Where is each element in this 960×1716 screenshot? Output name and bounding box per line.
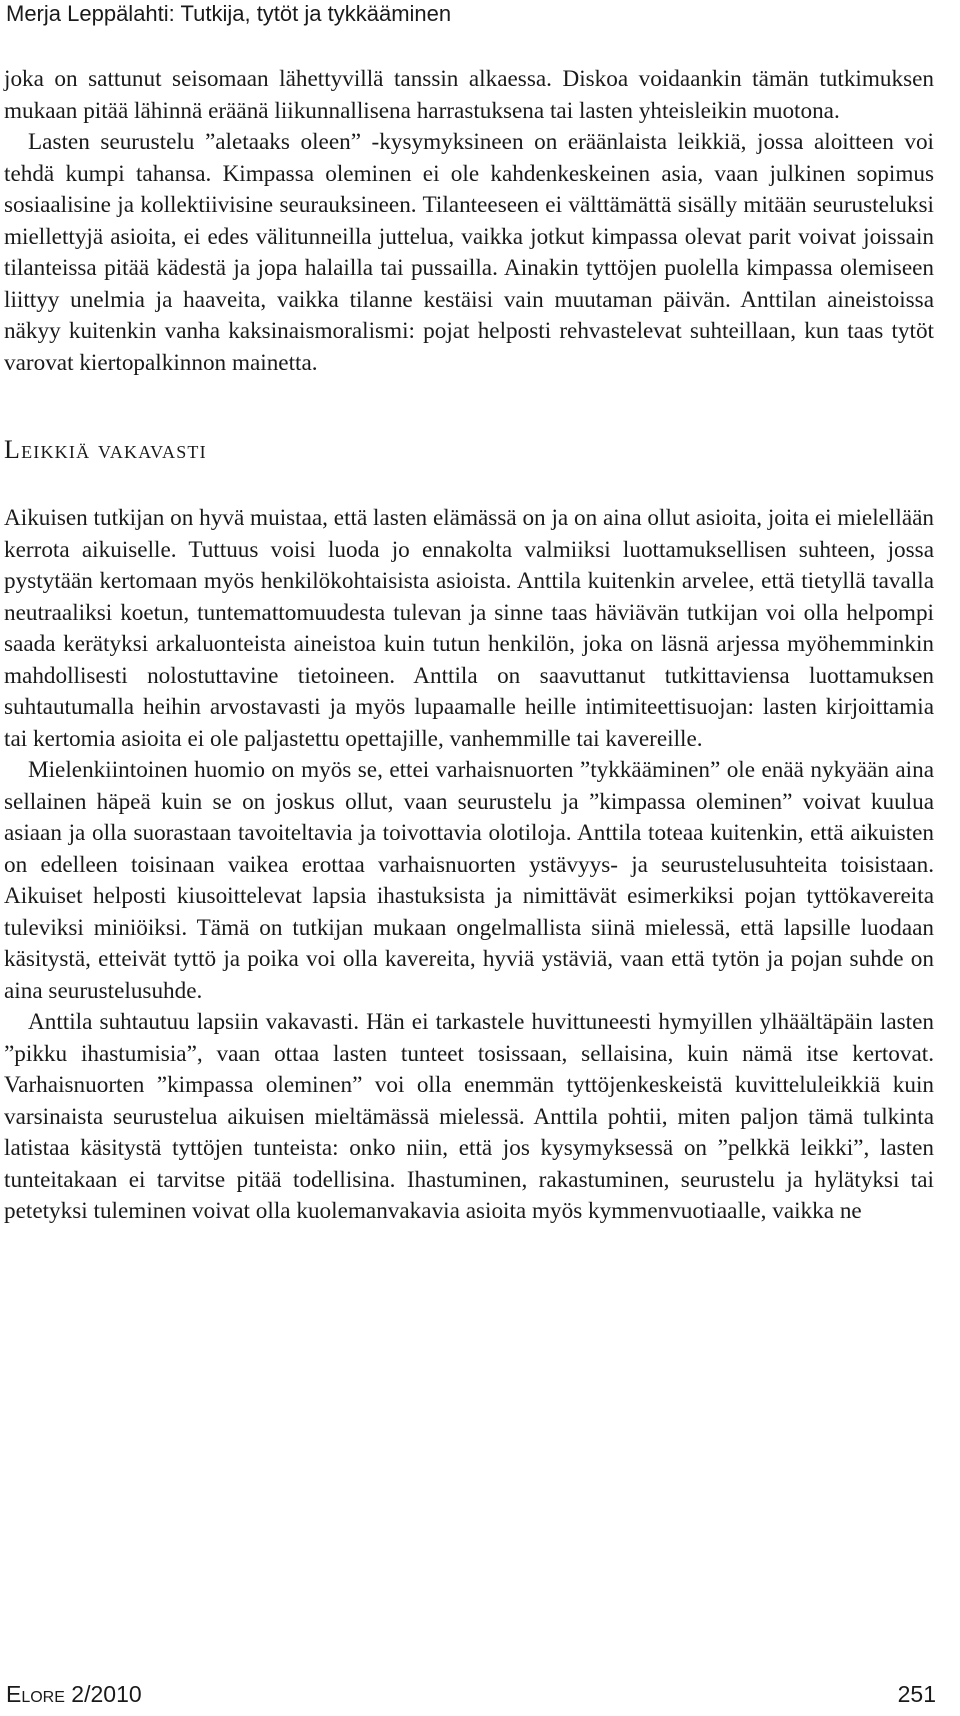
body-paragraph: Aikuisen tutkijan on hyvä muistaa, että lasten elämässä on ja on aina ollut asioita, joita ei mielellään kerrota aikuiselle. Tuttuus voisi luoda jo ennakolta valmiiksi luottamuksellisen suhteen, jossa pystytään kertomaan myös henkilökohtaisista asioista. Anttila kuitenkin arvelee, että tietyllä tavalla neutraaliksi koetun, tuntemattomuudesta tulevan ja sinne taas häviävän tutkijan voi olla helpompi saada kerätyksi arkaluonteista aineistoa kuin tutun henkilön, joka on läsnä arjessa myöhemminkin mahdollisesti nolostuttavine tietoineen. Anttila on saavuttanut tutkittaviensa luottamuksen suhtautumalla heihin arvostavasti ja myös lupaamalle heille intimiteettisuojan: lasten kirjoittamia tai kertomia asioita ei ole paljastettu opettajille, vanhemmille tai kavereille. (4, 505, 934, 752)
body-paragraph: Lasten seurustelu ”aletaaks oleen” -kysymyksineen on eräänlaista leikkiä, jossa aloitteen voi tehdä kumpi tahansa. Kimpassa oleminen ei ole kahdenkeskeinen asia, vaan julkinen sopimus sosiaalisine ja kollektiivisine seurauksineen. Tilanteeseen ei välttämättä sisälly mitään seurusteluksi miellettyjä asioita, ei edes välitunneilla juttelua, vaikka jotkut kimpassa olevat parit voivat joissain tilanteissa pitää kädestä ja jopa halailla tai pussailla. Ainakin tyttöjen puolella kimpassa olemiseen liittyy unelmia ja haaveita, vaikka tilanne kestäisi vain muutaman päivän. Anttilan aineistoissa näkyy kuitenkin vanha kaksinaismoralismi: pojat helposti rehvastelevat suhteillaan, kun taas tytöt varovat kiertopalkinnon mainetta. (4, 129, 934, 376)
page-number: 251 (897, 1681, 936, 1707)
article-body (4, 64, 934, 1228)
page-footer (6, 1680, 936, 1708)
section-heading: Leikkiä vakavasti (4, 435, 207, 464)
journal-issue: Elore 2/2010 (6, 1681, 142, 1707)
running-header: Merja Leppälahti: Tutkija, tytöt ja tykkääminen (6, 1, 452, 26)
body-paragraph: Anttila suhtautuu lapsiin vakavasti. Hän ei tarkastele huvittuneesti hymyillen ylhäältäpäin lasten ”pikku ihastumisia”, vaan ottaa lasten tunteet tosissaan, sellaisina, kuin nämä itse kertovat. Varhaisnuorten ”kimpassa oleminen” voi olla enemmän tyttöjenkeskeistä kuvitteluleikkiä kuin varsinaista seurustelua aikuisen mieltämässä mielessä. Anttila pohtii, miten paljon tämä tulkinta latistaa käsitystä tyttöjen tunteista: onko niin, että jos kysymyksessä on ”pelkkä leikki”, lasten tunteitakaan ei tarvitse pitää todellisina. Ihastuminen, rakastuminen, seurustelu ja hylätyksi tai petetyksi tuleminen voivat olla kuolemanvakavia asioita myös kymmenvuotiaalle, vaikka ne (4, 1009, 934, 1224)
body-paragraph: joka on sattunut seisomaan lähettyvillä tanssin alkaessa. Diskoa voidaankin tämän tutkimuksen mukaan pitää lähinnä eräänä liikunnallisena harrastuksena tai lasten yhteisleikin muotona. (4, 66, 934, 124)
body-paragraph: Mielenkiintoinen huomio on myös se, ettei varhaisnuorten ”tykkääminen” ole enää nykyään aina sellainen häpeä kuin se on joskus ollut, vaan seurustelu ja ”kimpassa oleminen” voivat kuulua asiaan ja olla suorastaan tavoiteltavia ja toivottavia olotiloja. Anttila toteaa kuitenkin, että aikuisten on edelleen toisinaan vaikea erottaa varhaisnuorten ystävyys- ja seurustelusuhteita toisistaan. Aikuiset helposti kiusoittelevat lapsia ihastuksista ja nimittävät esimerkiksi pojan tyttökavereita tuleviksi miniöiksi. Tämä on tutkijan mukaan ongelmallista siinä mielessä, että lapsille luodaan käsitystä, etteivät tyttö ja poika voi olla kavereita, hyviä ystäviä, vaan että tytön ja pojan suhde on aina seurustelusuhde. (4, 757, 934, 1004)
